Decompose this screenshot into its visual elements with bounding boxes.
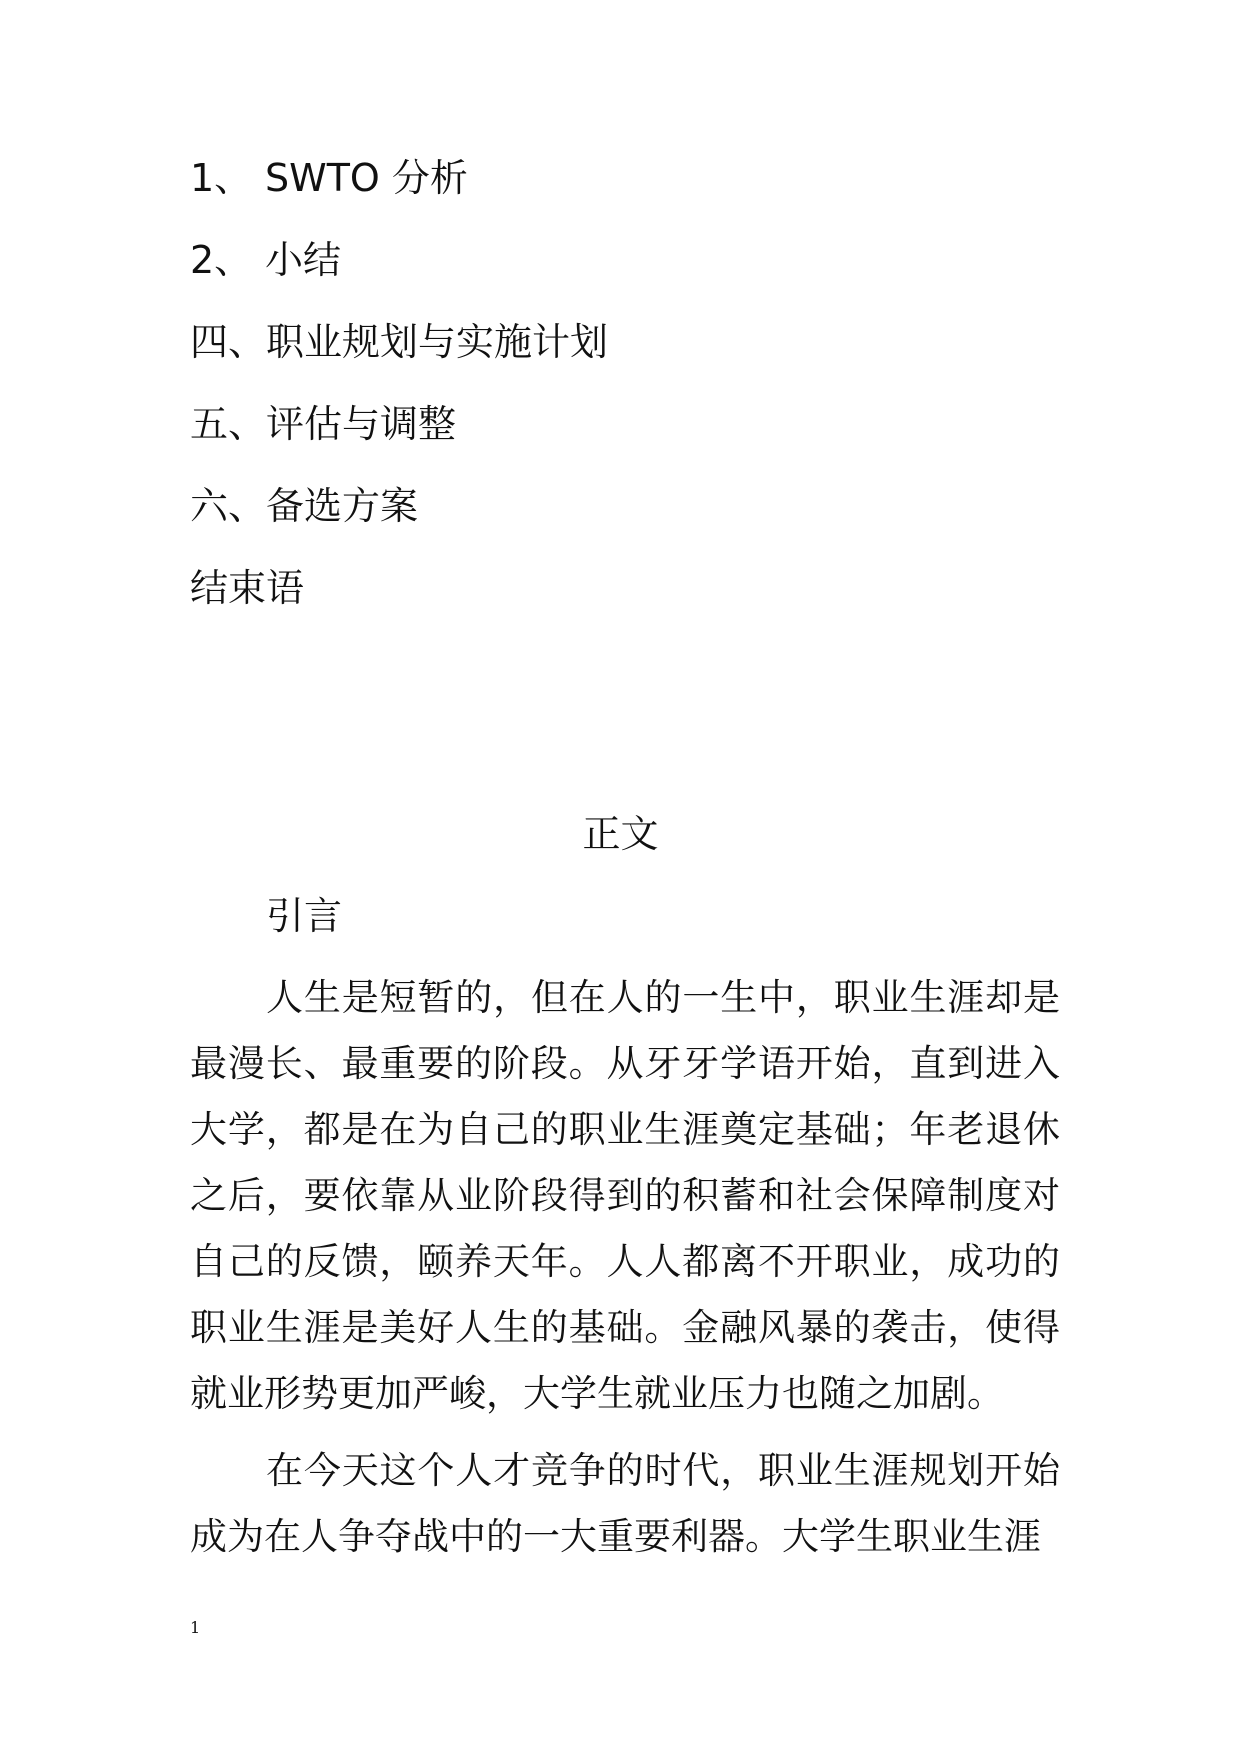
- paragraph-1: 人生是短暂的，但在人的一生中，职业生涯却是最漫长、最重要的阶段。从牙牙学语开始，直到进入大学，都是在为自己的职业生涯奠定基础；年老退休之后，要依靠从业阶段得到的积蓄和社会保障制度对自己的反馈，颐养天年。人人都离不开职业，成功的职业生涯是美好人生的基础。金融风暴的袭击，使得就业形势更加严峻，大学生就业压力也随之加剧。: [190, 976, 1060, 1415]
- toc-item-2: [190, 236, 341, 284]
- section-title-intro: 引言: [266, 894, 343, 938]
- toc-item-3: 四、职业规划与实施计划: [190, 320, 609, 364]
- toc-item-5: 六、备选方案: [190, 484, 419, 528]
- toc-item-1: [190, 154, 468, 202]
- toc-item-6: 结束语: [190, 566, 305, 610]
- page-number: 1: [190, 1618, 201, 1637]
- toc-item-4: 五、评估与调整: [190, 402, 457, 446]
- paragraph-2: 在今天这个人才竞争的时代，职业生涯规划开始成为在人争夺战中的一大重要利器。大学生职业生涯: [190, 1449, 1060, 1558]
- body-heading: 正文: [582, 812, 659, 856]
- toc-item-text: 小结: [265, 238, 342, 282]
- toc-item-number: 1、: [190, 156, 253, 200]
- toc-item-number: 2、: [190, 238, 253, 282]
- toc-item-text: SWTO 分析: [265, 156, 468, 200]
